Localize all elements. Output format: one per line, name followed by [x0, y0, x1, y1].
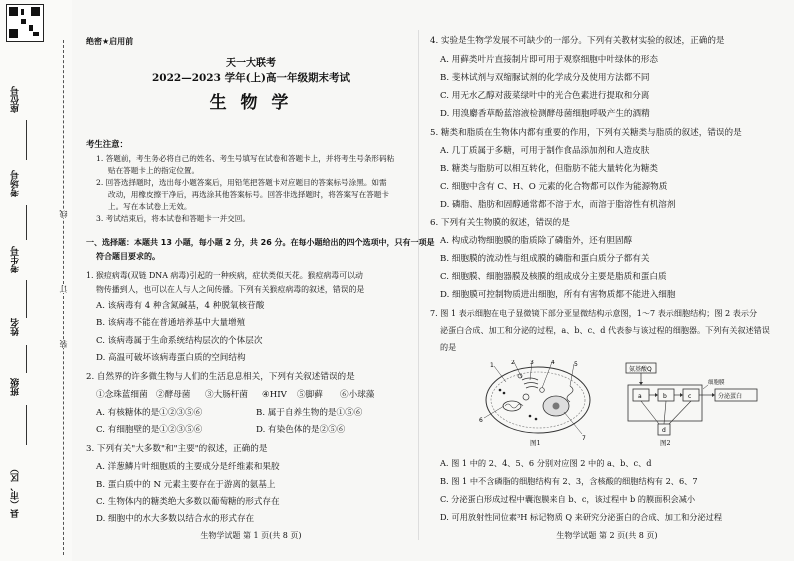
er-shape	[567, 386, 573, 402]
section-heading-cont: 符合题目要求的。	[96, 252, 160, 261]
q3-option: C. 生物体内的糖类绝大多数以葡萄糖的形式存在	[96, 497, 280, 507]
candidate-underline	[26, 280, 27, 318]
note-line: 贴在答题卡上的指定位置。	[108, 166, 200, 175]
footer-page-1: 生物学试题 第 1 页(共 8 页)	[200, 531, 302, 540]
q4-option: B. 斐林试剂与双缩脲试剂的化学成分及使用方法都不同	[440, 73, 650, 83]
cell-membrane-label: 细胞膜	[708, 380, 725, 386]
q6-option: A. 构成动物细胞膜的脂质除了磷脂外，还有胆固醇	[440, 236, 633, 246]
mitochondrion-shape	[503, 401, 521, 411]
note-line: 上。写在本试卷上无效。	[108, 202, 192, 211]
class-label: 班级	[11, 378, 21, 396]
exam-room-underline	[26, 205, 27, 240]
q7-option: A. 图 1 中的 2、4、5、6 分别对应图 2 中的 a、b、c、d	[440, 458, 652, 468]
q7-option: D. 可用放射性同位素³H 标记物质 Q 来研究分泌蛋白的合成、加工和分泌过程	[440, 512, 723, 522]
line-mark: 线	[59, 210, 68, 218]
q2-item: ③大肠杆菌	[205, 390, 248, 400]
fig1-number: 2	[511, 360, 515, 366]
secreted-protein-label: 分泌蛋白	[718, 393, 743, 400]
subject-title: 生 物 学	[209, 93, 293, 113]
league-title: 天一大联考	[226, 58, 276, 69]
q7-stem: 泌蛋白合成、加工和分泌的过程，a、b、c、d 代表参与该过程的细胞器。下列有关叙述错误	[440, 325, 770, 335]
q4-option: C. 用无水乙醇对菠菜绿叶中的光合色素进行提取和分离	[440, 91, 650, 101]
fig1-caption: 图1	[530, 439, 541, 447]
q2-option: D. 有染色体的是②⑤⑥	[256, 425, 346, 435]
energy-line	[669, 401, 691, 424]
vesicle-shape	[523, 394, 529, 400]
ribosome-dot	[535, 418, 538, 421]
q5-option: C. 细胞中含有 C、H、O 元素的化合物都可以作为能源物质	[440, 182, 668, 192]
q5-stem: 5. 糖类和脂质在生物体内都有重要的作用，下列有关糖类与脂质的叙述，错误的是	[430, 128, 742, 138]
q4-option: A. 用藓类叶片直接制片即可用于观察细胞中叶绿体的形态	[440, 55, 658, 65]
seat-underline	[26, 120, 27, 160]
q2-item: ①念珠蓝细菌	[96, 390, 148, 400]
q1-stem: 物传播到人，也可以在人与人之间传播。下列有关猴痘病毒的叙述，错误的是	[96, 285, 365, 294]
q7-stem: 的是	[440, 342, 457, 352]
q6-option: C. 细胞膜、细胞器膜及核膜的组成成分主要是脂质和蛋白质	[440, 272, 667, 282]
q3-option: D. 细胞中的水大多数以结合水的形式存在	[96, 514, 255, 524]
candidate-number-label: 考生号	[11, 246, 21, 273]
organelle-c-label: c	[688, 393, 692, 400]
fig1-number: 4	[551, 360, 555, 366]
notes-title: 考生注意：	[86, 139, 128, 149]
q2-item: ⑤脚藓	[297, 390, 323, 400]
q3-option: A. 洋葱鳞片叶细胞质的主要成分是纤维素和果胶	[96, 462, 280, 472]
class-underline	[26, 405, 27, 445]
seat-number-label: 座位号	[11, 86, 21, 113]
cell-membrane-outline	[486, 367, 590, 433]
q2-item: ④HIV	[262, 390, 287, 400]
section-heading: 一、选择题：本题共 13 小题，每小题 2 分，共 26 分。在每小题给出的四个选项中，只有一项是	[86, 238, 435, 247]
footer-page-2: 生物学试题 第 2 页(共 8 页)	[556, 531, 658, 540]
ribosome-dot	[499, 389, 502, 392]
energy-line	[664, 401, 666, 424]
q5-option: A. 几丁质属于多糖，可用于制作食品添加剂和人造皮肤	[440, 146, 650, 156]
page-divider	[418, 30, 419, 540]
q6-option: B. 细胞膜的流动性与组成膜的磷脂和蛋白质分子都有关	[440, 254, 650, 264]
name-label: 姓名	[11, 318, 21, 336]
q7-option: C. 分泌蛋白形成过程中囊泡膜来自 b、c，该过程中 b 的膜面积会减小	[440, 494, 696, 504]
exam-room-label: 考场号	[11, 170, 21, 197]
secret-mark: 绝密★启用前	[86, 37, 134, 46]
q7-stem: 7. 图 1 表示细胞在电子显微镜下部分亚显微结构示意图，1～7 表示细胞结构；图 2 表示分	[430, 308, 758, 318]
q5-option: D. 磷脂、脂肪和固醇通常都不溶于水，而溶于脂溶性有机溶剂	[440, 200, 676, 210]
organelle-d-label: d	[662, 427, 666, 434]
q1-option: D. 高温可破坏该病毒蛋白质的空间结构	[96, 353, 246, 363]
q4-option: D. 用溴麝香草酚蓝溶液检测酵母菌细胞呼吸产生的酒精	[440, 109, 650, 119]
figure-2-secretion-pathway	[624, 360, 784, 448]
q6-option: D. 细胞膜可控制物质进出细胞，所有有害物质都不能进入细胞	[440, 290, 676, 300]
bind-mark: 装	[59, 340, 68, 348]
q6-stem: 6. 下列有关生物膜的叙述，错误的是	[430, 218, 570, 228]
q2-item: ②酵母菌	[156, 390, 191, 400]
arrow-head	[680, 393, 683, 397]
q4-stem: 4. 实验是生物学发展不可缺少的一部分。下列有关教材实验的叙述，正确的是	[430, 36, 725, 46]
q1-option: C. 该病毒属于生命系统结构层次的个体层次	[96, 336, 263, 346]
binding-strip	[0, 0, 72, 561]
q1-option: A. 该病毒有 4 种含氮碱基，4 种脱氧核苷酸	[96, 301, 265, 311]
q3-option: B. 蛋白质中的 N 元素主要存在于游离的氨基上	[96, 480, 276, 490]
q1-stem: 1. 猴痘病毒(双链 DNA 病毒)引起的一种疾病，症状类似天花。猴痘病毒可以动	[86, 271, 363, 280]
fig1-number: 7	[582, 435, 586, 442]
arrow-head	[639, 382, 643, 385]
q3-stem: 3. 下列有关"大多数"和"主要"的叙述，正确的是	[86, 444, 268, 454]
q2-option: C. 有细胞壁的是①②③⑤⑥	[96, 425, 203, 435]
fig1-number: 3	[530, 360, 534, 366]
organelle-a-label: a	[638, 393, 642, 400]
vesicle-shape	[540, 388, 545, 393]
fig1-number: 5	[574, 361, 578, 368]
energy-line	[641, 401, 659, 424]
label-pointer	[494, 366, 506, 382]
q2-option: B. 属于自养生物的是①⑤⑥	[256, 408, 363, 418]
county-label: 县（市、区）	[11, 464, 21, 518]
label-pointer	[703, 385, 708, 389]
qr-code	[6, 4, 44, 42]
fig1-number: 6	[479, 417, 483, 424]
fig2-caption: 图2	[660, 439, 671, 447]
q7-option: B. 图 1 中不含磷脂的细胞结构有 2、3，含核酸的细胞结构有 2、6、7	[440, 476, 698, 486]
order-mark: 订	[59, 285, 68, 293]
figure-1-cell-diagram	[478, 360, 596, 448]
ribosome-dot	[529, 415, 532, 418]
ribosome-dot	[503, 392, 506, 395]
q5-option: B. 糖类与脂肪可以相互转化，但脂肪不能大量转化为糖类	[440, 164, 659, 174]
note-line: 3. 考试结束后，将本试卷和答题卡一并交回。	[96, 214, 250, 223]
q2-stem: 2. 自然界的许多微生物与人们的生活息息相关，下列有关叙述错误的是	[86, 372, 355, 382]
note-line: 改动，用橡皮擦干净后，再选涂其他答案标号。回答非选择题时，将答案写在答题卡	[108, 190, 389, 199]
note-line: 2. 回答选择题时，选出每小题答案后，用铅笔把答题卡对应题目的答案标号涂黑。如需	[96, 178, 387, 187]
amino-acid-label: 氨基酸Q	[629, 366, 652, 373]
nucleolus-shape	[553, 403, 560, 410]
q2-item: ⑥小球藻	[340, 390, 375, 400]
note-line: 1. 答题前，考生务必将自己的姓名、考生号填写在试卷和答题卡上，并将考生号条形码粘	[96, 154, 395, 163]
arrow-head	[712, 393, 715, 397]
name-underline	[26, 345, 27, 373]
q1-option: B. 该病毒不能在普通培养基中大量增殖	[96, 318, 246, 328]
binding-dashed-line	[63, 40, 64, 555]
label-pointer	[564, 412, 582, 434]
exam-title: 2022—2023 学年(上)高一年级期末考试	[151, 72, 351, 84]
q2-option: A. 有核糖体的是①②③⑤⑥	[96, 408, 203, 418]
fig1-number: 1	[490, 362, 494, 369]
arrow-head	[655, 393, 658, 397]
centriole-shape	[518, 374, 522, 378]
organelle-b-label: b	[663, 393, 667, 400]
